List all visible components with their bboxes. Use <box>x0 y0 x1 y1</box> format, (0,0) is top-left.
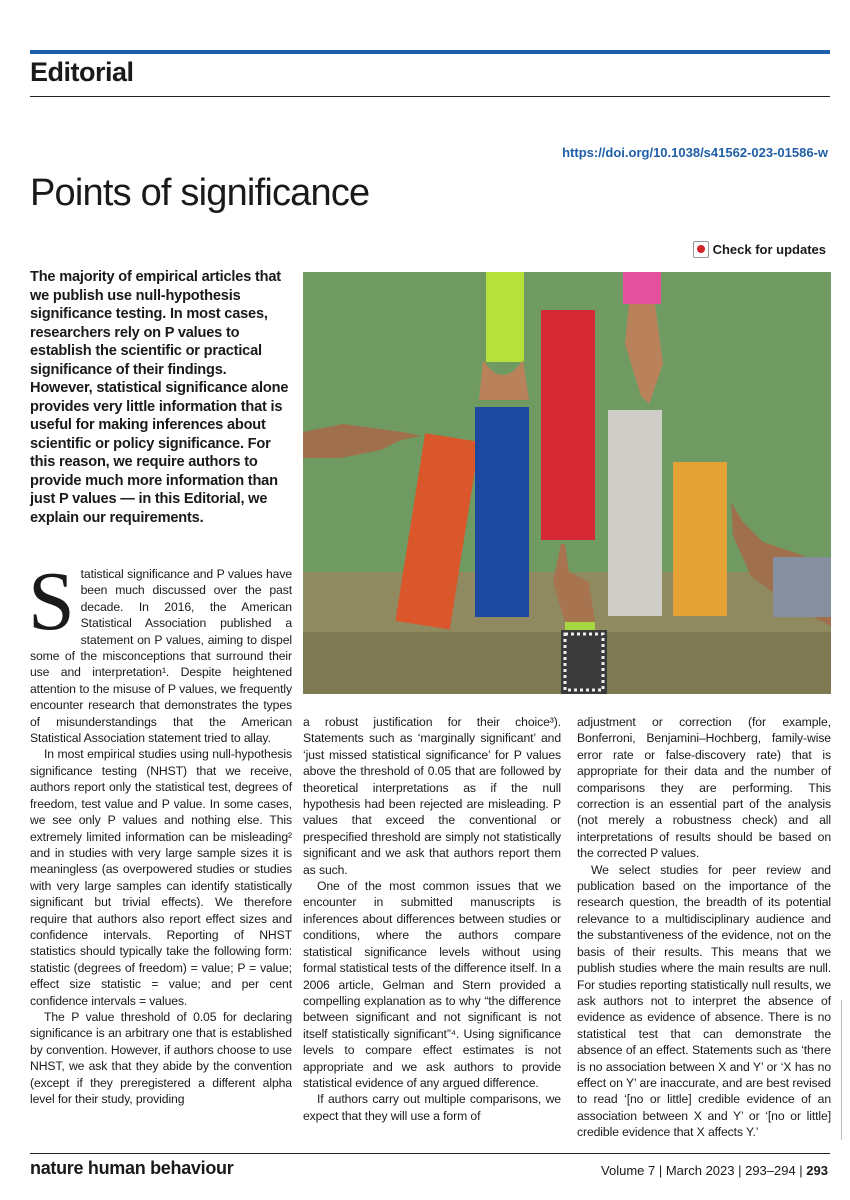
body-paragraph: In most empirical studies using null-hypothesis significance testing (NHST) that we receive, authors report only the statistical test, degrees of freedom, test value and P value. In some cases, we see only P values and nothing else. This extremely limited information can be misleading² and in studies with very large sample sizes it is meaningless (as overpowered studies or studies with very large samples can identify statistically significant but trivial effects). We therefore require that authors also report effect sizes and confidence intervals. Reporting of NHST statistics should typically take the following form: statistic (degrees of freedom) = value; P = value; effect size statistic = value; and per cent confidence intervals = values. <box>30 747 292 1008</box>
body-paragraph: adjustment or correction (for example, Bonferroni, Benjamini–Hochberg, family-wise error rate or false-discovery rate) that is appropriate for their data and the number of comparisons they are performing. This correction is an essential part of the analysis (not merely a robustness check) and all interpretations of results should be based on the corrected P values. <box>577 715 831 861</box>
body-paragraph: If authors carry out multiple comparisons, we expect that they will use a form of <box>303 1092 561 1123</box>
header-accent-bar <box>30 50 830 54</box>
crossmark-icon <box>693 241 709 258</box>
journal-name: nature human behaviour <box>30 1158 234 1178</box>
header-rule <box>30 96 830 97</box>
body-column-1 <box>28 555 292 1107</box>
body-column-3 <box>577 714 831 1141</box>
drop-cap: S <box>28 555 75 648</box>
body-paragraph: One of the most common issues that we encounter in submitted manuscripts is inferences about differences between studies or conditions, where the authors compare statistical significance levels without using formal statistical tests of the difference itself. In a 2006 article, Gelman and Stern provided a compelling explanation as to why “the difference between significant and not significant is not itself statistically significant”⁴. Using significance levels to compare effect estimates is not appropriate and we ask authors to provide statistical evidence of any argued difference. <box>303 879 561 1090</box>
body-paragraph: a robust justification for their choice³). Statements such as ‘marginally significant’ and ‘just missed statistical significance’ for P values above the threshold of 0.05 that are followed by theoretical interpretations as if the null hypothesis had been rejected are misleading. P values that exceed the conventional or prespecified threshold are simply not statistically significant and we ask that authors report them as such. <box>303 715 561 877</box>
grey-bar <box>608 410 662 616</box>
check-updates-button[interactable] <box>693 241 826 258</box>
standfirst <box>30 268 292 527</box>
volume-text: Volume 7 | March 2023 | 293–294 | <box>601 1163 807 1178</box>
section-label: Editorial <box>30 57 134 87</box>
doi-link[interactable]: https://doi.org/10.1038/s41562-023-01586-w <box>562 145 828 160</box>
article-title: Points of significance <box>30 172 370 214</box>
houndstooth-sleeve <box>561 630 607 694</box>
page-number: 293 <box>806 1163 828 1178</box>
yellow-bar <box>673 462 727 616</box>
green-sleeve <box>486 272 524 362</box>
body-paragraph: The P value threshold of 0.05 for declaring significance is an arbitrary one that is established by convention. However, if authors choose to use NHST, we ask that they abide by the convention (except if they preregistered a different alpha level for their study, providing <box>30 1009 292 1106</box>
body-paragraph: We select studies for peer review and publication based on the importance of the research question, the breadth of its potential relevance to a multidisciplinary audience and the substantiveness of the evidence, not on the basis of their results. This means that we publish studies where the main results are null. For studies reporting statistically null results, we ask authors not to interpret the absence of evidence as evidence of absence. There is no statistical test that can demonstrate the absence of an effect. Statements such as ‘there is no association between X and Y’ or ‘X has no effect on Y’ are inaccurate, and are best revised to read ‘[no or little] credible evidence of an association between X and Y’ or ‘[no or little] credible evidence that X affects Y.’ <box>577 862 831 1140</box>
footer-rule <box>30 1153 830 1154</box>
body-paragraph: Statistical significance and P values have been much discussed over the past decade. In 2016, the American Statistical Association published a statement on P values, aiming to dispel some of the misconceptions that surround their use and interpretation¹. Despite heightened attention to the misuse of P values, we frequently encounter research that demonstrates the types of misunderstandings that the American Statistical Association statement tried to allay. <box>28 555 292 746</box>
grey-sleeve <box>773 557 831 617</box>
check-updates-label: Check for updates <box>712 242 826 257</box>
editorial-illustration <box>303 272 831 694</box>
standfirst-text: The majority of empirical articles that we publish use null-hypothesis significance testing. In most cases, researchers rely on P values to establish the scientific or practical significance of their findings. However, statistical significance alone provides very little information that is useful for making inferences about scientific or policy significance. For this reason, we require authors to provide much more information than just P values — in this Editorial, we explain our requirements. <box>30 269 289 526</box>
pink-sleeve <box>623 272 661 304</box>
volume-info <box>601 1163 828 1178</box>
body-column-2 <box>303 714 561 1124</box>
red-bar <box>541 310 595 540</box>
side-credit-mark <box>838 1000 846 1140</box>
blue-bar <box>475 407 529 617</box>
